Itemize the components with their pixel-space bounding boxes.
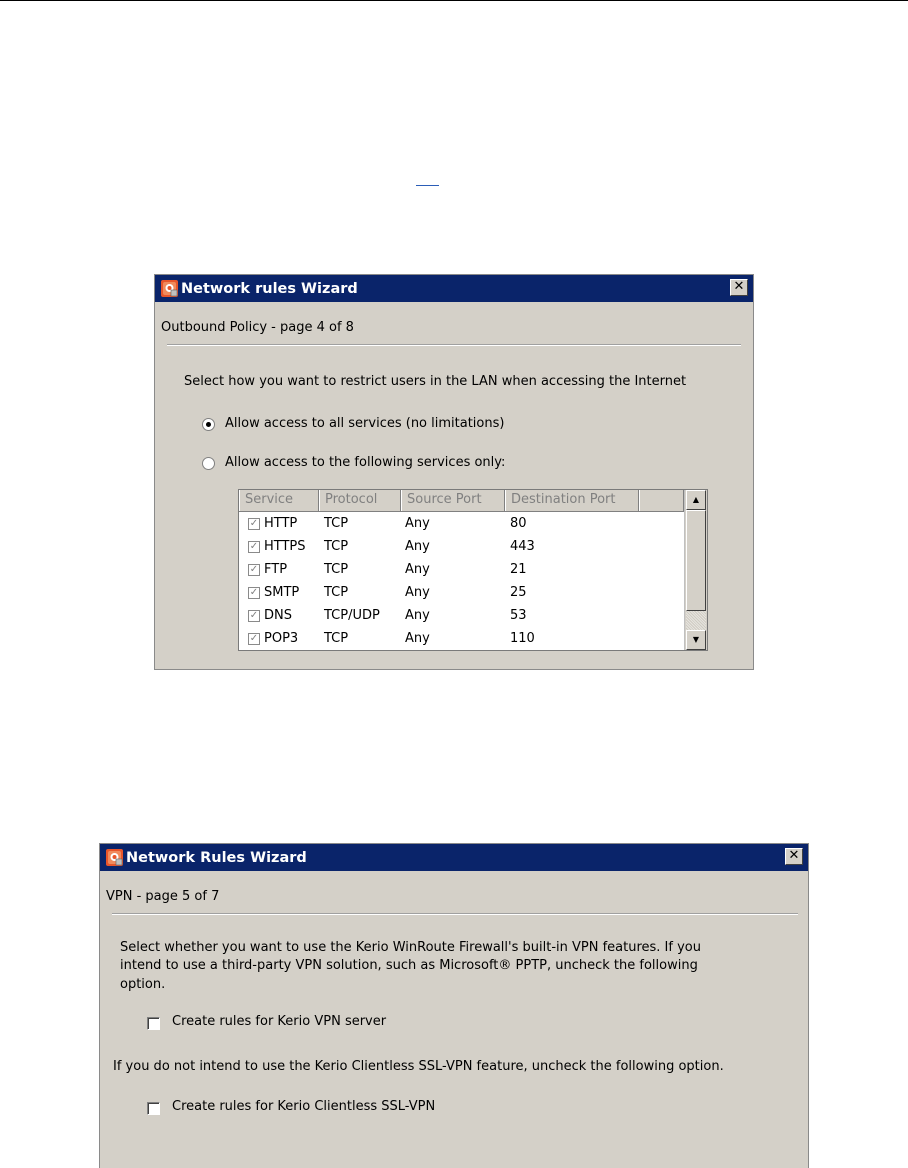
instruction-text: Select how you want to restrict users in the LAN when accessing the Internet	[184, 374, 687, 389]
vpn-server-checkbox[interactable]	[147, 1017, 160, 1030]
cell-protocol: TCP/UDP	[324, 608, 380, 623]
link-underline[interactable]	[416, 185, 439, 186]
title-bar	[100, 844, 808, 871]
cell-protocol: TCP	[324, 562, 349, 577]
cell-service: FTP	[264, 562, 288, 577]
radio-allow-following[interactable]	[202, 457, 215, 470]
cell-protocol: TCP	[324, 631, 349, 646]
cell-source: Any	[405, 539, 430, 554]
table-row[interactable]	[239, 605, 684, 628]
table-row[interactable]	[239, 536, 684, 559]
cell-dest: 443	[510, 539, 535, 554]
vpn-description-line3: option.	[120, 977, 166, 992]
row-checkbox[interactable]: ✓	[249, 633, 259, 644]
column-source-port[interactable]: Source Port	[401, 490, 505, 511]
radio-allow-all[interactable]	[202, 418, 215, 431]
page-top-rule	[0, 0, 908, 1]
cell-service: DNS	[264, 608, 292, 623]
cell-source: Any	[405, 516, 430, 531]
separator	[167, 344, 741, 346]
cell-source: Any	[405, 631, 430, 646]
table-row[interactable]	[239, 628, 684, 651]
close-button[interactable]	[785, 848, 803, 865]
cell-dest: 110	[510, 631, 535, 646]
row-checkbox[interactable]: ✓	[249, 610, 259, 621]
cell-protocol: TCP	[324, 539, 349, 554]
services-list[interactable]	[238, 489, 708, 651]
close-icon: ✕	[733, 279, 745, 294]
vpn-description-line1: Select whether you want to use the Kerio WinRoute Firewall's built-in VPN features. If you	[120, 940, 701, 955]
vpn-server-checkbox-label[interactable]: Create rules for Kerio VPN server	[172, 1014, 387, 1029]
ssl-vpn-checkbox[interactable]	[147, 1102, 160, 1115]
close-icon: ✕	[788, 848, 800, 863]
kerio-app-icon	[106, 849, 123, 866]
scroll-track[interactable]	[686, 611, 706, 630]
cell-dest: 80	[510, 516, 527, 531]
cell-source: Any	[405, 585, 430, 600]
cell-service: HTTP	[264, 516, 298, 531]
ssl-vpn-checkbox-label[interactable]: Create rules for Kerio Clientless SSL-VPN	[172, 1099, 436, 1114]
network-rules-wizard-dialog-outbound	[154, 274, 754, 670]
cell-protocol: TCP	[324, 516, 349, 531]
scroll-thumb[interactable]	[686, 510, 706, 611]
cell-dest: 25	[510, 585, 527, 600]
row-checkbox[interactable]: ✓	[249, 541, 259, 552]
list-header	[239, 490, 684, 512]
table-row[interactable]	[239, 582, 684, 605]
column-protocol[interactable]: Protocol	[319, 490, 401, 511]
close-button[interactable]	[730, 279, 748, 296]
table-row[interactable]	[239, 559, 684, 582]
cell-service: POP3	[264, 631, 299, 646]
title-bar	[155, 275, 753, 302]
ssl-vpn-description: If you do not intend to use the Kerio Clientless SSL-VPN feature, uncheck the following option.	[113, 1059, 724, 1074]
vpn-description-line2: intend to use a third-party VPN solution, such as Microsoft® PPTP, uncheck the following	[120, 958, 698, 973]
column-service[interactable]: Service	[239, 490, 319, 511]
column-empty	[639, 490, 684, 511]
dialog-title: Network rules Wizard	[181, 280, 358, 297]
page-subtitle: VPN - page 5 of 7	[106, 889, 220, 904]
scroll-up-button[interactable]	[686, 490, 706, 510]
cell-source: Any	[405, 608, 430, 623]
column-destination-port[interactable]: Destination Port	[505, 490, 639, 511]
cell-dest: 21	[510, 562, 527, 577]
separator	[112, 913, 798, 915]
kerio-app-icon	[161, 280, 178, 297]
row-checkbox[interactable]: ✓	[249, 518, 259, 529]
row-checkbox[interactable]: ✓	[249, 564, 259, 575]
row-checkbox[interactable]: ✓	[249, 587, 259, 598]
radio-allow-following-label[interactable]: Allow access to the following services only:	[225, 455, 506, 470]
cell-service: SMTP	[264, 585, 300, 600]
cell-service: HTTPS	[264, 539, 306, 554]
page-subtitle: Outbound Policy - page 4 of 8	[161, 320, 354, 335]
cell-dest: 53	[510, 608, 527, 623]
scroll-down-button[interactable]	[686, 630, 706, 650]
network-rules-wizard-dialog-vpn	[99, 843, 809, 1168]
table-row[interactable]	[239, 513, 684, 536]
cell-source: Any	[405, 562, 430, 577]
vertical-scrollbar[interactable]	[684, 490, 707, 650]
arrow-down-icon: ▼	[692, 635, 700, 644]
dialog-title: Network Rules Wizard	[126, 849, 307, 866]
radio-allow-all-label[interactable]: Allow access to all services (no limitations)	[225, 416, 505, 431]
arrow-up-icon: ▲	[692, 495, 700, 504]
cell-protocol: TCP	[324, 585, 349, 600]
